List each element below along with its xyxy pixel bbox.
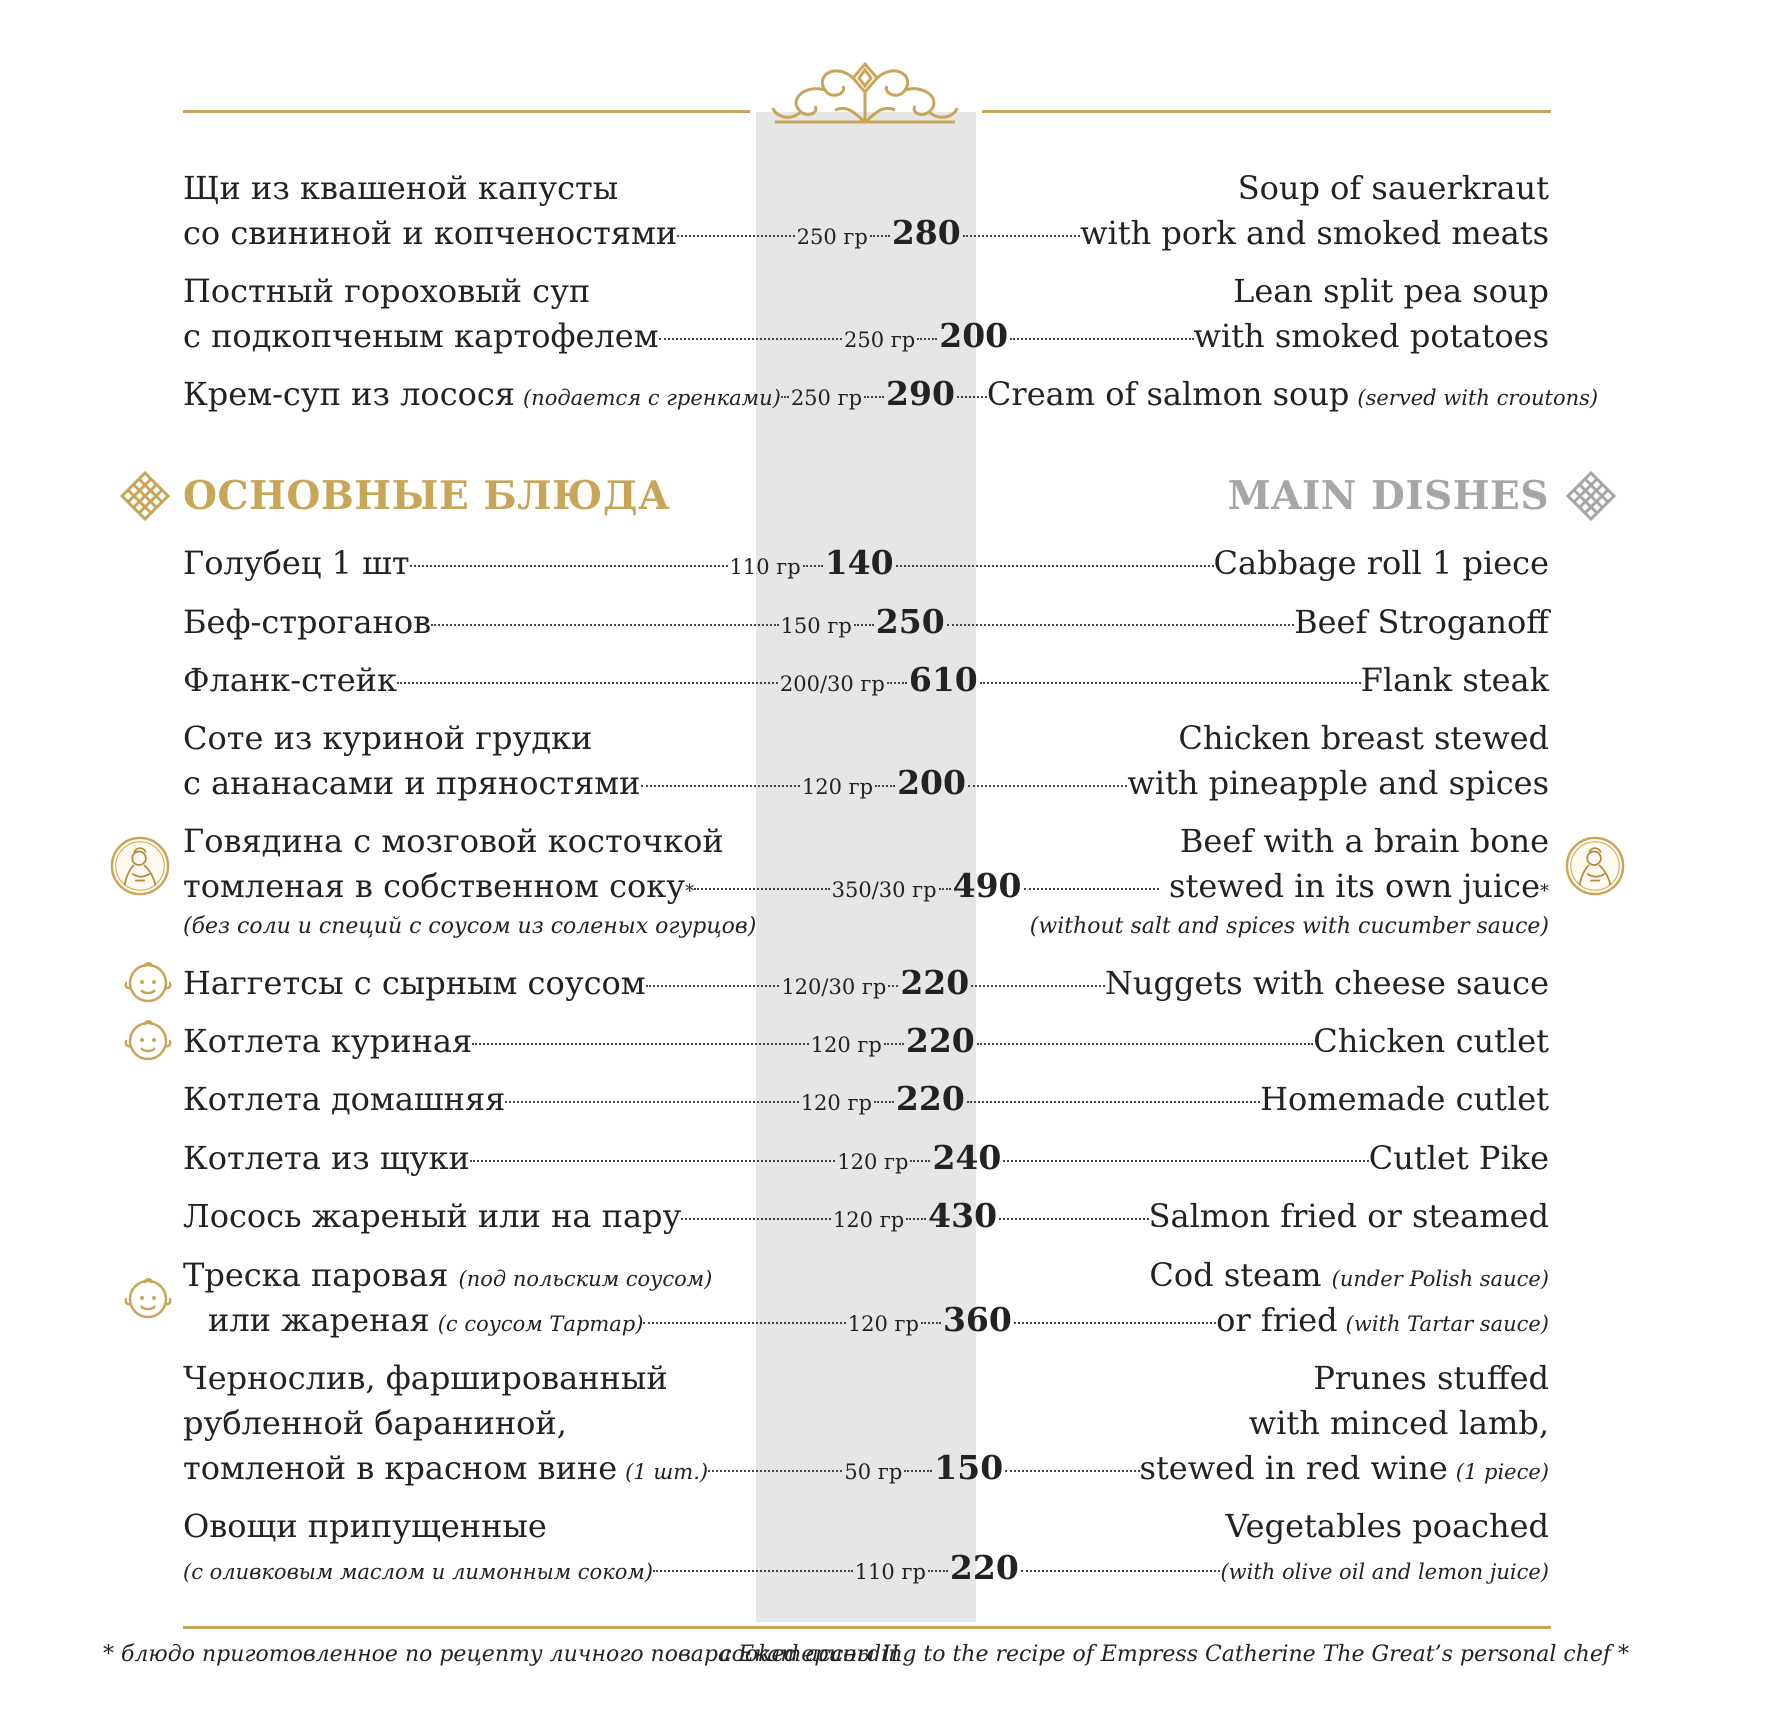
dish-weight: 50 гр — [844, 1460, 903, 1484]
dish-name-en: Cod steam — [1149, 1256, 1322, 1294]
dish-weight: 120 гр — [810, 1033, 882, 1057]
child-face-icon — [124, 1016, 172, 1064]
dish-weight: 350/30 гр — [831, 878, 937, 902]
dish-weight: 110 гр — [854, 1560, 926, 1584]
dish-beef-bone-line-1 — [183, 818, 1549, 864]
dish-name-en: Lean split pea soup — [1233, 272, 1549, 310]
dish-name-ru: Голубец 1 шт — [183, 544, 410, 582]
dish-beef-bone-notes — [183, 912, 1549, 942]
dish-name-en: Chicken cutlet — [1313, 1022, 1549, 1060]
dish-name-ru: Щи из квашеной капусты — [183, 169, 619, 207]
dish-weight: 120 гр — [837, 1150, 909, 1174]
dish-note-ru: (без соли и специй с соусом из соленых огурцов) — [183, 914, 757, 939]
dish-name-ru: с ананасами и пряностями — [183, 764, 641, 802]
dish-name-en: Cutlet Pike — [1368, 1139, 1549, 1177]
empress-portrait-medallion-icon — [1564, 835, 1626, 897]
dish-note-en: (without salt and spices with cucumber sauce) — [1029, 914, 1549, 939]
dish-prunes-line-3 — [183, 1445, 1549, 1491]
dish-weight: 150 гр — [780, 614, 852, 638]
dish-note-en: (under Polish sauce) — [1331, 1267, 1549, 1291]
dish-note-en: (1 piece) — [1455, 1460, 1549, 1484]
lattice-diamond-icon — [119, 470, 171, 522]
dish-saute-line-2 — [183, 760, 1549, 806]
dish-note-ru: (подается с гренками) — [522, 386, 781, 410]
dish-name-ru: Котлета домашняя — [183, 1080, 506, 1118]
dish-name-en: Cream of salmon soup — [986, 375, 1350, 413]
footer-note-ru: * блюдо приготовленное по рецепту личного повара Екатерины II — [103, 1642, 900, 1667]
dish-weight: 200/30 гр — [779, 672, 885, 696]
dish-prunes-line-1 — [183, 1355, 1549, 1401]
dish-weight: 120 гр — [801, 775, 874, 799]
dish-name-en: stewed in red wine — [1139, 1449, 1448, 1487]
dish-name-ru: Наггетсы с сырным соусом — [183, 964, 646, 1002]
dish-name-en: Beef with a brain bone — [1179, 822, 1549, 860]
dish-name-en: Prunes stuffed — [1313, 1359, 1549, 1397]
dish-price: 290 — [886, 374, 955, 413]
soup-2-line-2 — [183, 313, 1549, 359]
dish-name-ru: рубленной бараниной, — [183, 1404, 567, 1442]
dish-price: 360 — [942, 1300, 1012, 1339]
dish-note-en: (with olive oil and lemon juice) — [1220, 1560, 1549, 1584]
dish-note-ru: (1 шт.) — [625, 1460, 709, 1484]
dish-name-en: Vegetables poached — [1225, 1507, 1549, 1545]
dish-name-en: with minced lamb, — [1248, 1404, 1549, 1442]
recipe-mark: * — [1540, 881, 1549, 902]
dish-name-ru: Фланк-стейк — [183, 661, 397, 699]
dish-price: 430 — [928, 1196, 998, 1235]
top-rule-right — [982, 110, 1551, 113]
dish-name-en: with pineapple and spices — [1127, 764, 1549, 802]
dish-prunes-line-2 — [183, 1400, 1549, 1446]
dish-note-ru: (с соусом Тартар) — [437, 1312, 644, 1336]
dish-name-en: with smoked potatoes — [1193, 317, 1549, 355]
dish-price: 150 — [934, 1448, 1004, 1487]
dish-name-en: Soup of sauerkraut — [1237, 169, 1549, 207]
dish-homemade-cutlet — [183, 1076, 1549, 1122]
dish-name-ru: томленой в красном вине — [183, 1449, 618, 1487]
dish-name-en: or fried — [1216, 1301, 1338, 1339]
dish-name-en: Flank steak — [1360, 661, 1550, 699]
dish-name-ru: с подкопченым картофелем — [183, 317, 659, 355]
dish-vegetables-line-2 — [183, 1545, 1549, 1591]
dish-price: 610 — [908, 660, 978, 699]
footer-note-en: cooked according to the recipe of Empress Catherine The Great’s personal chef * — [719, 1642, 1629, 1667]
dish-name-en: Salmon fried or steamed — [1148, 1197, 1549, 1235]
dish-name-ru: Соте из куриной грудки — [183, 719, 593, 757]
top-rule-left — [183, 110, 750, 113]
dish-price: 200 — [897, 763, 966, 802]
dish-flank-steak — [183, 657, 1549, 703]
dish-note-ru: (под польским соусом) — [458, 1267, 713, 1291]
dish-weight: 120 гр — [832, 1208, 905, 1232]
dish-weight: 120 гр — [847, 1312, 919, 1336]
child-face-icon — [124, 1274, 172, 1322]
dish-note-en: (served with croutons) — [1357, 386, 1599, 410]
dish-saute-line-1 — [183, 715, 1549, 761]
dish-price: 220 — [949, 1548, 1019, 1587]
dish-name-en: Beef Stroganoff — [1294, 603, 1549, 641]
lattice-diamond-icon — [1565, 470, 1617, 522]
dish-weight: 120/30 гр — [781, 975, 887, 999]
dish-weight: 120 гр — [800, 1091, 872, 1115]
recipe-mark: * — [685, 881, 695, 902]
dish-cod-line-1 — [183, 1252, 1549, 1298]
section-heading-en: MAIN DISHES — [1227, 473, 1549, 519]
dish-salmon — [183, 1193, 1549, 1239]
dish-golubets — [183, 540, 1549, 586]
dish-weight: 110 гр — [729, 555, 801, 579]
dish-price: 240 — [932, 1138, 1002, 1177]
dish-name-ru: Котлета куриная — [183, 1022, 473, 1060]
dish-name-en: Homemade cutlet — [1260, 1080, 1550, 1118]
dish-price: 490 — [952, 866, 1022, 905]
dish-weight: 250 гр — [844, 328, 916, 352]
dish-name-en: Chicken breast stewed — [1178, 719, 1549, 757]
child-face-icon — [124, 958, 172, 1006]
dish-name-en: Nuggets with cheese sauce — [1104, 964, 1550, 1002]
dish-name-ru: Крем-суп из лосося — [183, 375, 515, 413]
dish-name-ru: томленая в собственном соку — [183, 867, 686, 905]
dish-name-ru: или жареная — [208, 1301, 430, 1339]
section-heading-ru: ОСНОВНЫЕ БЛЮДА — [183, 473, 671, 519]
dish-name-ru: Овощи припущенные — [183, 1507, 547, 1545]
soup-1-line-1 — [183, 165, 1549, 211]
dish-note-en: (with Tartar sauce) — [1345, 1312, 1549, 1336]
dish-name-en: stewed in its own juice — [1169, 867, 1540, 905]
dish-name-ru: Лосось жареный или на пару — [183, 1197, 682, 1235]
dish-name-ru: Чернослив, фаршированный — [183, 1359, 668, 1397]
dish-vegetables-line-1 — [183, 1503, 1549, 1549]
dish-price: 220 — [895, 1079, 965, 1118]
dish-price: 200 — [939, 316, 1009, 355]
dish-stroganoff — [183, 599, 1549, 645]
dish-name-en: Cabbage roll 1 piece — [1213, 544, 1549, 582]
dish-name-en: with pork and smoked meats — [1080, 214, 1549, 252]
dish-beef-bone-line-2 — [183, 863, 1549, 909]
dish-price: 250 — [875, 602, 945, 641]
dish-name-ru: Говядина с мозговой косточкой — [183, 822, 724, 860]
soup-1-line-2 — [183, 210, 1549, 256]
dish-price: 140 — [824, 543, 894, 582]
dish-note-ru: (с оливковым маслом и лимонным соком) — [183, 1560, 653, 1584]
dish-price: 280 — [891, 213, 961, 252]
bottom-rule — [183, 1626, 1551, 1629]
dish-price: 220 — [905, 1021, 975, 1060]
dish-name-ru: со свининой и копченостями — [183, 214, 678, 252]
dish-pike-cutlet — [183, 1135, 1549, 1181]
dish-name-ru: Постный гороховый суп — [183, 272, 591, 310]
soup-2-line-1 — [183, 268, 1549, 314]
dish-name-ru: Беф-строганов — [183, 603, 432, 641]
filigree-ornament-icon — [765, 56, 965, 132]
empress-portrait-medallion-icon — [109, 835, 171, 897]
dish-cod-line-2 — [183, 1297, 1549, 1343]
dish-weight: 250 гр — [796, 225, 868, 249]
dish-price: 220 — [900, 963, 970, 1002]
soup-3-line — [183, 371, 1599, 417]
dish-chicken-cutlet — [183, 1018, 1549, 1064]
dish-weight: 250 гр — [790, 386, 863, 410]
dish-nuggets — [183, 960, 1549, 1006]
dish-name-ru: Треска паровая — [183, 1256, 449, 1294]
dish-name-ru: Котлета из щуки — [183, 1139, 470, 1177]
